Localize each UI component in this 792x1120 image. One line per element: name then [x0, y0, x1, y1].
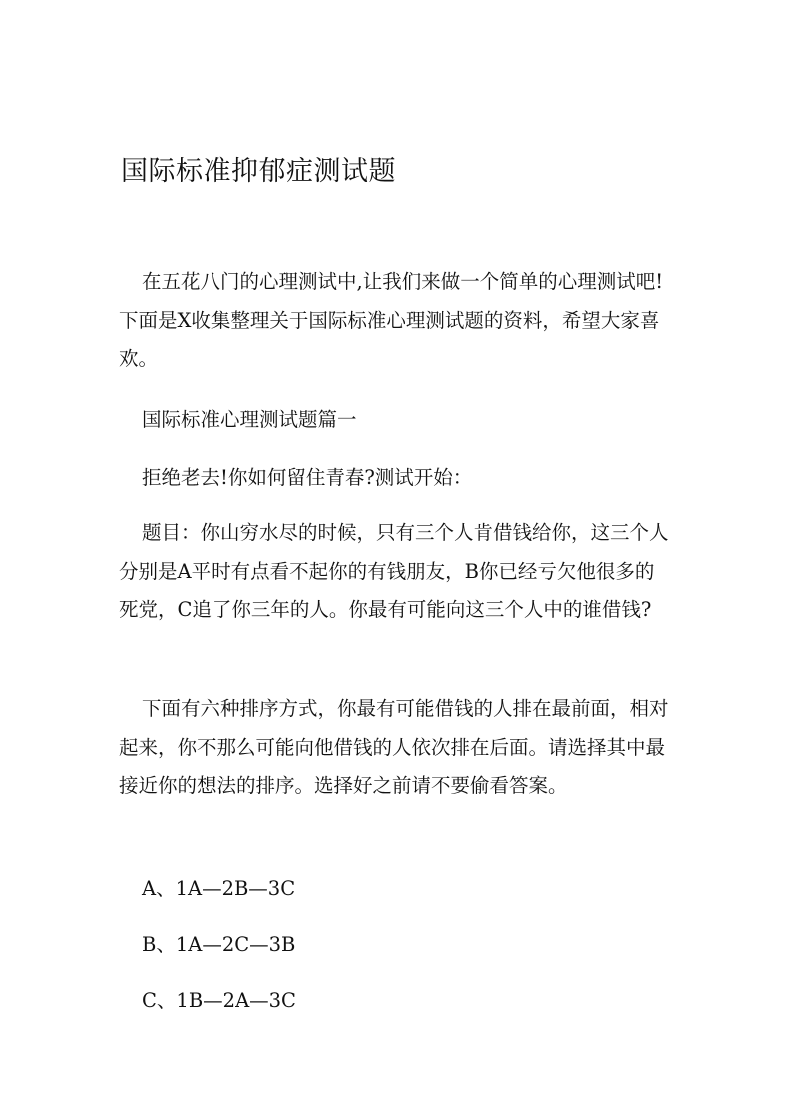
- test-intro-paragraph: 拒绝老去!你如何留住青春?测试开始：: [142, 466, 473, 489]
- intro-paragraph: 在五花八门的心理测试中,让我们来做一个简单的心理测试吧!下面是X收集整理关于国际标准心理测试题的资料，希望大家喜欢。: [119, 270, 664, 370]
- question-paragraph: 题目：你山穷水尽的时候，只有三个人肯借钱给你，这三个人分别是A平时有点看不起你的有钱朋友，B你已经亏欠他很多的死党，C追了你三年的人。你最有可能向这三个人中的谁借钱?: [119, 521, 669, 621]
- option-b: B、1A—2C—3B: [142, 933, 296, 956]
- section-heading: 国际标准心理测试题篇一: [142, 408, 357, 431]
- instruction-paragraph: 下面有六种排序方式，你最有可能借钱的人排在最前面，相对起来，你不那么可能向他借钱的人依次排在后面。请选择其中最接近你的想法的排序。选择好之前请不要偷看答案。: [119, 697, 669, 797]
- option-c: C、1B—2A—3C: [142, 989, 296, 1012]
- document-title: 国际标准抑郁症测试题: [121, 156, 396, 187]
- option-a: A、1A—2B—3C: [142, 877, 296, 900]
